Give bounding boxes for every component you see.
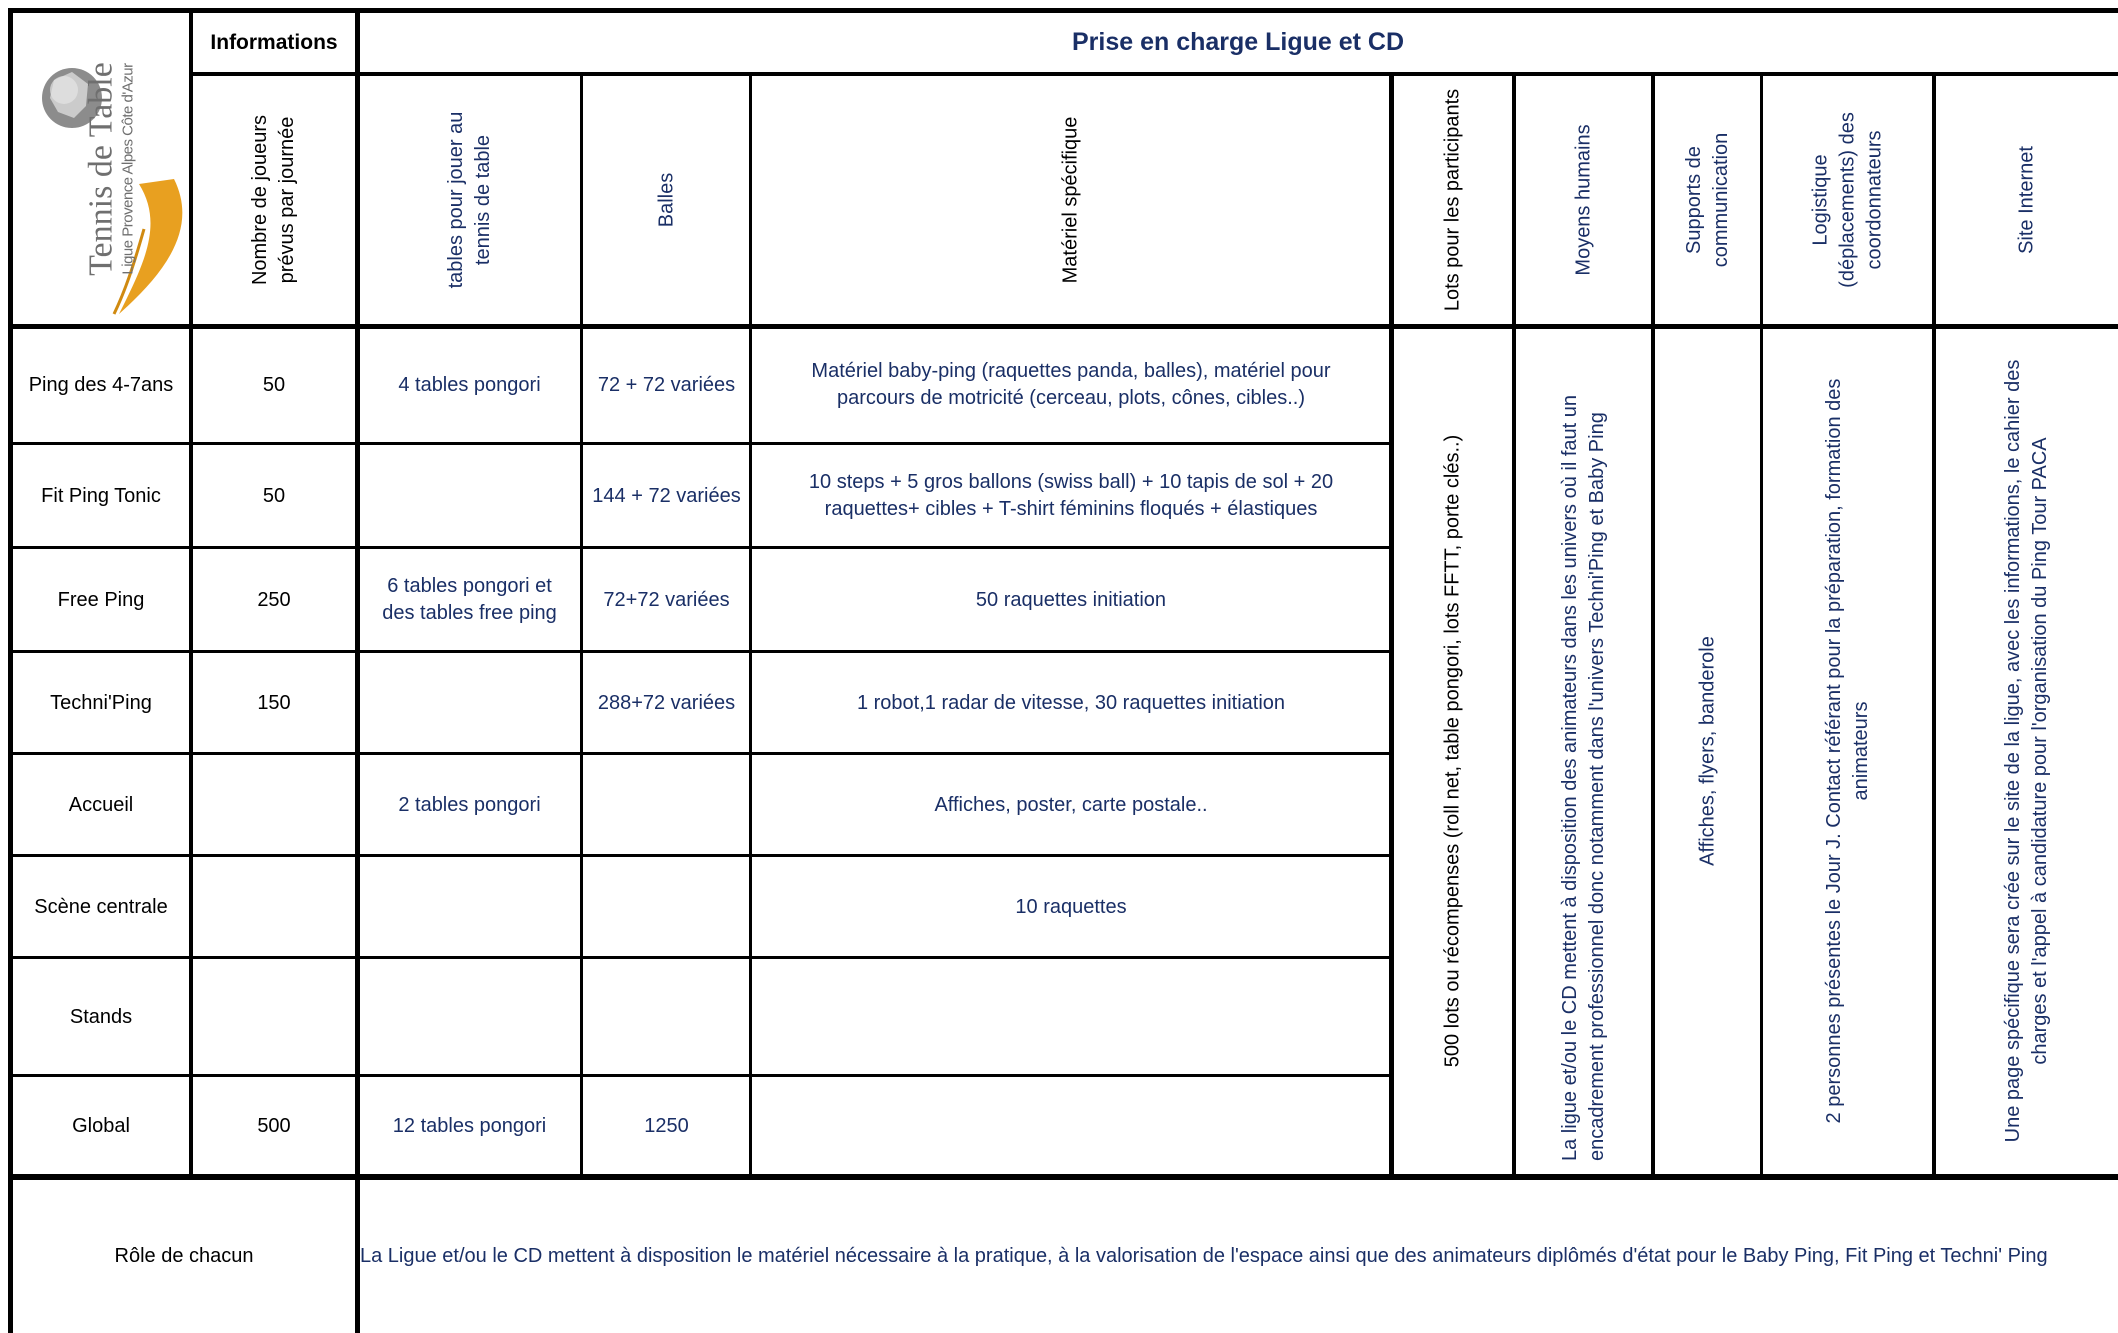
row-nombre [192, 960, 356, 1074]
col-header-tables [358, 76, 581, 324]
col-header-materiel [752, 76, 1390, 324]
row-nombre [192, 858, 356, 956]
hline-table-bottom [8, 1174, 2118, 1180]
col-header-balles [583, 76, 750, 324]
hline-top [8, 8, 2118, 13]
row-balles [583, 960, 750, 1074]
row-balles [583, 756, 750, 854]
hline-row [8, 546, 1392, 549]
hline-row [8, 650, 1392, 653]
hline-row [8, 442, 1392, 445]
col-header-supports-text: Supports de communication [1683, 132, 1732, 268]
row-balles: 144 + 72 variées [592, 484, 741, 507]
col-header-logistique [1763, 76, 1932, 324]
row-materiel: 50 raquettes initiation [975, 588, 1167, 611]
header-prise-en-charge: Prise en charge Ligue et CD [1071, 28, 1405, 57]
merged-logistique [1763, 328, 1932, 1174]
merged-site-text: Une page spécifique sera crée sur le site de la ligue, avec les informations, le cahier des charges et l'appel à candidature pour l'organisation du Ping Tour PACA [2002, 359, 2051, 1143]
col-header-nombre-text: Nombre de joueurs prévus par journée [249, 114, 298, 286]
row-materiel: Matériel baby-ping (raquettes panda, balles), matériel pour parcours de motricité (cerceau, plots, cônes, cibles..) [811, 360, 1331, 409]
row-balles: 1250 [644, 1114, 689, 1137]
merged-supports-text: Affiches, flyers, banderole [1696, 636, 1719, 866]
row-tables: 12 tables pongori [392, 1114, 547, 1137]
row-name: Ping des 4-7ans [28, 373, 174, 396]
merged-lots [1394, 328, 1512, 1174]
merged-logistique-text: 2 personnes présentes le Jour J. Contact référant pour la préparation, formation des animateurs [1822, 378, 1872, 1124]
logo [14, 14, 190, 326]
row-tables [358, 858, 581, 956]
col-header-site-text: Site Internet [2015, 146, 2038, 254]
merged-lots-text: 500 lots ou récompenses (roll net, table pongori, lots FFTT, porte clés..) [1441, 434, 1464, 1068]
row-materiel: Affiches, poster, carte postale.. [934, 793, 1208, 816]
row-balles [583, 858, 750, 956]
row-name: Fit Ping Tonic [41, 484, 161, 507]
logo-title: Tennis de Table [82, 62, 120, 276]
row-balles: 72+72 variées [603, 588, 730, 611]
col-header-tables-text: tables pour jouer au tennis de table [444, 111, 494, 289]
col-header-site [1936, 76, 2118, 324]
row-name: Accueil [68, 793, 134, 816]
row-materiel: 10 raquettes [1015, 895, 1127, 918]
row-nombre: 250 [257, 588, 291, 611]
row-name: Techni'Ping [50, 691, 152, 714]
row-materiel [752, 960, 1390, 1074]
vline-col [355, 8, 360, 1333]
col-header-logistique-text: Logistique (déplacements) des coordonnateurs [1809, 112, 1885, 288]
hline-row [8, 752, 1392, 755]
col-header-nombre [192, 76, 356, 324]
merged-supports [1655, 328, 1761, 1174]
merged-moyens [1516, 328, 1651, 1174]
col-header-moyens [1516, 76, 1651, 324]
vline-left [8, 8, 13, 1333]
row-materiel: 1 robot,1 radar de vitesse, 30 raquettes initiation [856, 691, 1286, 714]
row-materiel: 10 steps + 5 gros ballons (swiss ball) + 10 tapis de sol + 20 raquettes+ cibles + T-shirt féminins floqués + élastiques [808, 471, 1334, 520]
row-name: Free Ping [57, 588, 145, 611]
row-name: Scène centrale [34, 895, 168, 918]
merged-site [1936, 328, 2118, 1174]
vline-col [189, 8, 193, 1178]
row-nombre [192, 756, 356, 854]
row-nombre: 500 [257, 1114, 291, 1137]
row-tables: 2 tables pongori [398, 793, 541, 816]
hline-row [8, 1074, 1392, 1077]
row-nombre: 50 [262, 484, 286, 507]
row-tables [358, 446, 581, 546]
col-header-balles-text: Balles [655, 172, 677, 228]
row-nombre: 150 [257, 691, 291, 714]
hline-row [8, 956, 1392, 959]
row-tables: 4 tables pongori [398, 373, 541, 396]
logo-subtitle: Ligue Provence Alpes Côte d'Azur [119, 63, 137, 275]
vline-col [580, 76, 583, 1176]
vline-col [1389, 76, 1394, 1176]
footer-text: La Ligue et/ou le CD mettent à disposition le matériel nécessaire à la pratique, à la valorisation de l'espace ainsi que des animateurs diplômés d'état pour le Baby Ping, Fit Ping et Techni' Ping [360, 1245, 2048, 1267]
footer-label: Rôle de chacun [114, 1245, 254, 1267]
col-header-supports [1655, 76, 1761, 324]
logo-text [84, 29, 137, 309]
row-balles: 288+72 variées [597, 691, 736, 714]
row-tables [358, 960, 581, 1074]
col-header-lots-text: Lots pour les participants [1441, 88, 1464, 312]
row-tables [358, 654, 581, 752]
merged-moyens-text: La ligue et/ou le CD mettent à disposition des animateurs dans les univers où il faut un encadrement professionnel donc notamment dans l'univers Techni'Ping et Baby Ping [1558, 395, 1608, 1161]
hline-row [8, 854, 1392, 857]
hline-header-bottom [8, 324, 2118, 329]
vline-col [1932, 76, 1936, 1176]
row-name: Stands [69, 1005, 133, 1028]
row-nombre: 50 [262, 373, 286, 396]
row-tables: 6 tables pongori et des tables free ping [382, 575, 557, 624]
vline-col [749, 76, 752, 1176]
row-balles: 72 + 72 variées [597, 373, 736, 396]
row-name: Global [72, 1114, 130, 1137]
col-header-lots [1394, 76, 1512, 324]
header-informations: Informations [210, 30, 338, 54]
hline-header [190, 72, 2118, 76]
vline-col [1512, 76, 1516, 1176]
vline-col [1760, 76, 1763, 1176]
row-materiel [752, 1078, 1390, 1174]
col-header-materiel-text: Matériel spécifique [1059, 116, 1082, 284]
col-header-moyens-text: Moyens humains [1572, 124, 1594, 276]
vline-col [1651, 76, 1655, 1176]
